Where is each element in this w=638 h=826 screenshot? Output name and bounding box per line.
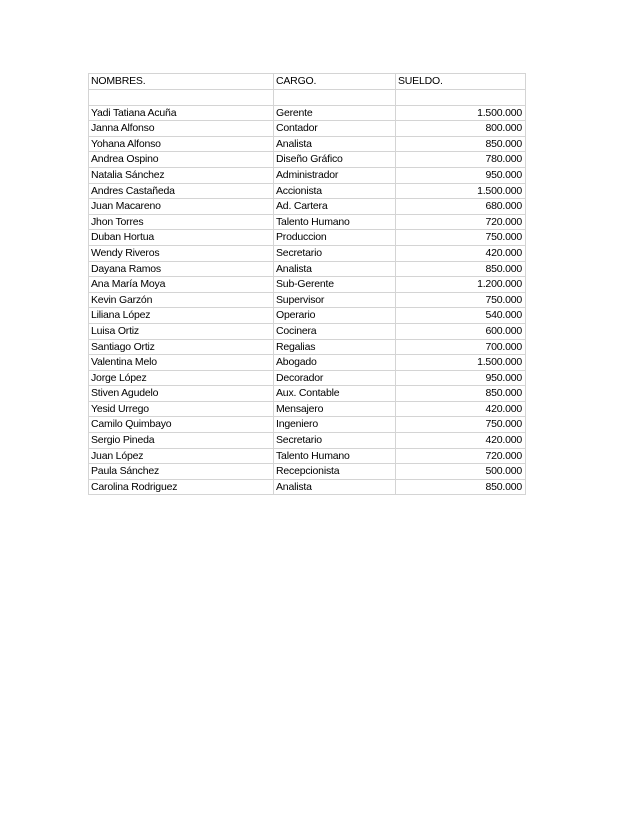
employee-salary: 420.000: [396, 433, 526, 449]
employee-salary: 950.000: [396, 370, 526, 386]
employee-name: Yadi Tatiana Acuña: [89, 105, 274, 121]
table-row: [89, 214, 526, 230]
employee-name: Juan López: [89, 448, 274, 464]
employee-name: Yohana Alfonso: [89, 136, 274, 152]
employee-role: Analista: [274, 479, 396, 495]
table-row: [89, 386, 526, 402]
table-row: [89, 433, 526, 449]
employee-name: Carolina Rodriguez: [89, 479, 274, 495]
employee-name: Kevin Garzón: [89, 292, 274, 308]
employee-salary: 850.000: [396, 136, 526, 152]
employee-role: Secretario: [274, 245, 396, 261]
employee-role: Analista: [274, 261, 396, 277]
table-row: [89, 308, 526, 324]
employee-role: Talento Humano: [274, 448, 396, 464]
table-row: [89, 245, 526, 261]
employee-role: Administrador: [274, 167, 396, 183]
employee-salary: 950.000: [396, 167, 526, 183]
table-row: [89, 199, 526, 215]
employee-name: Juan Macareno: [89, 199, 274, 215]
employee-salary: 600.000: [396, 323, 526, 339]
table-row: [89, 136, 526, 152]
employee-salary: 420.000: [396, 401, 526, 417]
table-row: [89, 261, 526, 277]
employee-role: Diseño Gráfico: [274, 152, 396, 168]
employee-role: Talento Humano: [274, 214, 396, 230]
employee-role: Aux. Contable: [274, 386, 396, 402]
table-row: [89, 230, 526, 246]
employee-role: Accionista: [274, 183, 396, 199]
employee-salary: 500.000: [396, 464, 526, 480]
employee-name: Yesid Urrego: [89, 401, 274, 417]
employee-name: Sergio Pineda: [89, 433, 274, 449]
employee-role: Ad. Cartera: [274, 199, 396, 215]
employee-role: Mensajero: [274, 401, 396, 417]
employee-role: Produccion: [274, 230, 396, 246]
employee-role: Operario: [274, 308, 396, 324]
table-row: [89, 448, 526, 464]
blank-cell: [274, 90, 396, 106]
table-row: [89, 370, 526, 386]
table-row: [89, 464, 526, 480]
employee-name: Jorge López: [89, 370, 274, 386]
employee-salary: 1.500.000: [396, 105, 526, 121]
salary-table-body: [89, 74, 526, 495]
employee-name: Stiven Agudelo: [89, 386, 274, 402]
employee-name: Janna Alfonso: [89, 121, 274, 137]
employee-salary: 720.000: [396, 214, 526, 230]
employee-name: Valentina Melo: [89, 355, 274, 371]
employee-name: Paula Sánchez: [89, 464, 274, 480]
employee-role: Abogado: [274, 355, 396, 371]
table-row: [89, 401, 526, 417]
table-row: [89, 417, 526, 433]
employee-name: Jhon Torres: [89, 214, 274, 230]
table-row: [89, 339, 526, 355]
employee-role: Analista: [274, 136, 396, 152]
table-row: [89, 479, 526, 495]
employee-salary: 1.500.000: [396, 183, 526, 199]
employee-name: Ana María Moya: [89, 277, 274, 293]
employee-salary: 680.000: [396, 199, 526, 215]
header-role: CARGO.: [274, 74, 396, 90]
employee-role: Sub-Gerente: [274, 277, 396, 293]
table-row: [89, 277, 526, 293]
salary-table: [88, 73, 526, 495]
employee-name: Andres Castañeda: [89, 183, 274, 199]
employee-role: Decorador: [274, 370, 396, 386]
employee-salary: 1.200.000: [396, 277, 526, 293]
employee-salary: 420.000: [396, 245, 526, 261]
blank-cell: [89, 90, 274, 106]
table-row: [89, 121, 526, 137]
employee-role: Recepcionista: [274, 464, 396, 480]
table-row: [89, 105, 526, 121]
employee-name: Liliana López: [89, 308, 274, 324]
employee-name: Dayana Ramos: [89, 261, 274, 277]
table-row: [89, 183, 526, 199]
table-row: [89, 355, 526, 371]
employee-name: Duban Hortua: [89, 230, 274, 246]
employee-salary: 850.000: [396, 479, 526, 495]
table-row: [89, 152, 526, 168]
employee-name: Santiago Ortiz: [89, 339, 274, 355]
employee-role: Ingeniero: [274, 417, 396, 433]
employee-salary: 750.000: [396, 417, 526, 433]
employee-role: Cocinera: [274, 323, 396, 339]
employee-salary: 700.000: [396, 339, 526, 355]
employee-name: Natalia Sánchez: [89, 167, 274, 183]
header-salary: SUELDO.: [396, 74, 526, 90]
employee-salary: 540.000: [396, 308, 526, 324]
employee-salary: 780.000: [396, 152, 526, 168]
table-row: [89, 323, 526, 339]
header-row: [89, 74, 526, 90]
employee-salary: 800.000: [396, 121, 526, 137]
employee-salary: 750.000: [396, 230, 526, 246]
employee-salary: 1.500.000: [396, 355, 526, 371]
table-row: [89, 167, 526, 183]
employee-name: Andrea Ospino: [89, 152, 274, 168]
employee-name: Wendy Riveros: [89, 245, 274, 261]
employee-role: Gerente: [274, 105, 396, 121]
table-row: [89, 292, 526, 308]
employee-name: Camilo Quimbayo: [89, 417, 274, 433]
employee-salary: 850.000: [396, 261, 526, 277]
blank-cell: [396, 90, 526, 106]
employee-role: Supervisor: [274, 292, 396, 308]
employee-role: Contador: [274, 121, 396, 137]
header-name: NOMBRES.: [89, 74, 274, 90]
employee-role: Secretario: [274, 433, 396, 449]
employee-salary: 850.000: [396, 386, 526, 402]
employee-salary: 720.000: [396, 448, 526, 464]
employee-name: Luisa Ortiz: [89, 323, 274, 339]
employee-role: Regalias: [274, 339, 396, 355]
blank-row: [89, 90, 526, 106]
employee-salary: 750.000: [396, 292, 526, 308]
